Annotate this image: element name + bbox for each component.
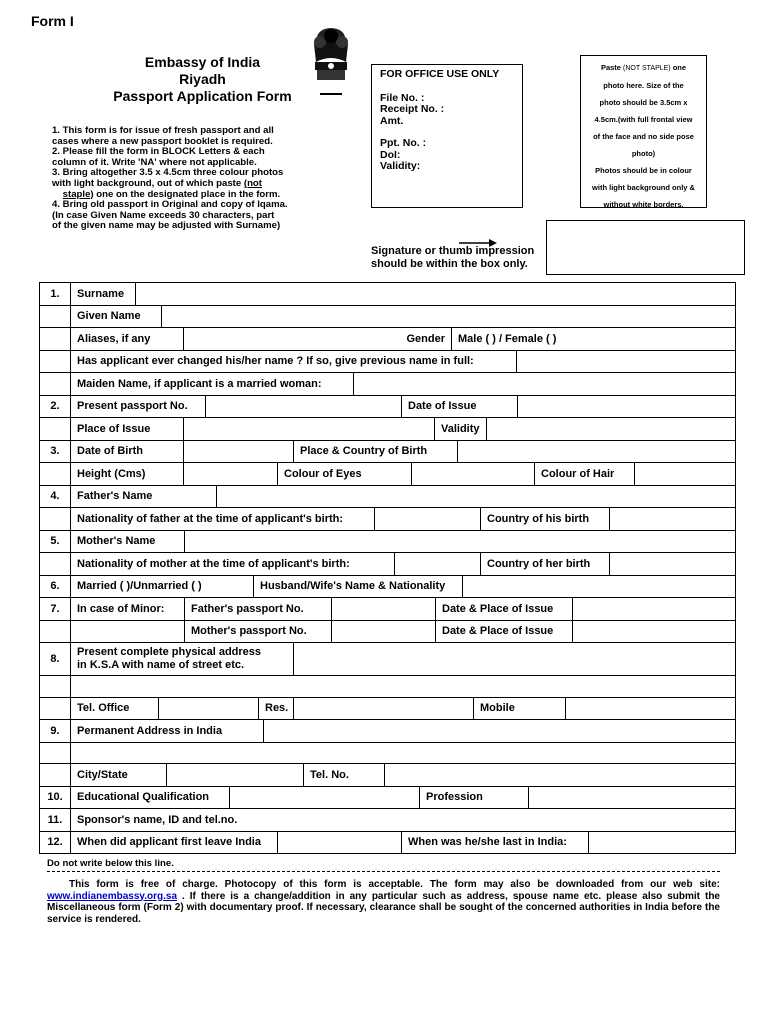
row-content: [71, 764, 736, 787]
aliases-label: Aliases, if any: [71, 328, 184, 350]
signature-text: should be within the box only.: [371, 258, 528, 270]
surname-label: Surname: [71, 283, 136, 305]
table-row: [40, 676, 736, 698]
father-date-place-label: Date & Place of Issue: [436, 598, 573, 620]
mother-passport-field[interactable]: [332, 621, 436, 643]
photo-text: photo here. Size of the: [603, 81, 684, 90]
present-passport-field[interactable]: [206, 396, 402, 418]
signature-instruction: [371, 245, 534, 271]
instruction-line: (In case Given Name exceeds 30 characters, part: [52, 209, 275, 221]
instruction-underline: (not: [243, 177, 262, 189]
first-left-india-label: When did applicant first leave India: [71, 832, 278, 854]
row-content: [71, 809, 736, 832]
pob-label: Place & Country of Birth: [294, 441, 458, 463]
place-of-issue-label: Place of Issue: [71, 418, 184, 440]
spouse-label: Husband/Wife's Name & Nationality: [254, 576, 463, 598]
website-link[interactable]: www.indianembassy.org.sa: [47, 890, 178, 902]
row-content: [71, 305, 736, 328]
row-number: [40, 697, 71, 720]
mother-country-field[interactable]: [610, 553, 735, 575]
father-nationality-label: Nationality of father at the time of applicant's birth:: [71, 508, 375, 530]
minor-spacer: [71, 621, 185, 643]
mother-name-label: Mother's Name: [71, 531, 185, 553]
row-content: [71, 350, 736, 373]
first-left-india-field[interactable]: [278, 832, 402, 854]
res-label: Res.: [259, 698, 294, 720]
maiden-name-label: Maiden Name, if applicant is a married woman:: [71, 373, 354, 395]
row-number: 12.: [40, 831, 71, 854]
row-number: [40, 620, 71, 643]
photo-text: one: [670, 63, 687, 72]
photo-text: 4.5cm.(with full frontal view: [594, 115, 693, 124]
eye-colour-label: Colour of Eyes: [278, 463, 412, 485]
father-name-field[interactable]: [217, 486, 735, 508]
row-number: [40, 463, 71, 486]
validity-field[interactable]: [487, 418, 735, 440]
father-nationality-field[interactable]: [375, 508, 481, 530]
table-row: [40, 786, 736, 809]
mother-passport-label: Mother's passport No.: [185, 621, 332, 643]
tel-office-field[interactable]: [159, 698, 259, 720]
row-content: [71, 418, 736, 441]
validity-row-label: Validity: [435, 418, 487, 440]
table-row: [40, 575, 736, 598]
profession-label: Profession: [420, 787, 529, 809]
photo-text: without white borders.: [603, 200, 684, 209]
table-row: [40, 485, 736, 508]
res-field[interactable]: [294, 698, 474, 720]
present-passport-label: Present passport No.: [71, 396, 206, 418]
table-row: [40, 395, 736, 418]
row-content: [71, 328, 736, 351]
mother-country-label: Country of her birth: [481, 553, 610, 575]
row-number: [40, 764, 71, 787]
row-number: 5.: [40, 530, 71, 553]
row-number: [40, 350, 71, 373]
signature-box[interactable]: [546, 220, 745, 275]
amount-label: Amt.: [380, 114, 404, 127]
father-date-place-field[interactable]: [573, 598, 735, 620]
row-number: [40, 373, 71, 396]
mother-name-field[interactable]: [185, 531, 735, 553]
photo-text: photo): [631, 149, 656, 158]
place-of-issue-field[interactable]: [184, 418, 435, 440]
footer-text: [47, 879, 720, 925]
table-row: [40, 742, 736, 764]
table-row: [40, 553, 736, 576]
father-passport-field[interactable]: [332, 598, 436, 620]
table-row: [40, 508, 736, 531]
address-label-line: Present complete physical address: [77, 646, 262, 658]
validity-label: Validity:: [380, 160, 421, 172]
table-row: [40, 373, 736, 396]
last-in-india-field[interactable]: [589, 832, 735, 854]
education-label: Educational Qualification: [71, 787, 230, 809]
gender-label: Gender: [406, 332, 445, 345]
tel-no-label: Tel. No.: [304, 764, 385, 786]
row-number: [40, 328, 71, 351]
row-content: [71, 553, 736, 576]
row-content: [71, 831, 736, 854]
row-content: [71, 485, 736, 508]
instruction-line: of the given name may be adjusted with Surname): [52, 220, 281, 232]
table-row: [40, 697, 736, 720]
table-row: [40, 643, 736, 676]
row-number: [40, 418, 71, 441]
address-label-line: in K.S.A with name of street etc.: [77, 659, 245, 671]
row-number: [40, 553, 71, 576]
row-content: [71, 463, 736, 486]
row-content: [71, 598, 736, 621]
table-row: [40, 809, 736, 832]
name-change-label: Has applicant ever changed his/her name ? If so, give previous name in full:: [71, 351, 517, 373]
file-no-label: File No. :: [380, 91, 425, 104]
row-number: 2.: [40, 395, 71, 418]
form-title: Passport Application Form: [113, 88, 292, 104]
instructions: [52, 126, 364, 232]
given-name-field[interactable]: [162, 306, 735, 328]
spouse-field[interactable]: [463, 576, 735, 598]
row-content: [71, 530, 736, 553]
mother-date-place-field[interactable]: [573, 621, 735, 643]
city-state-label: City/State: [71, 764, 167, 786]
row-number: 9.: [40, 720, 71, 743]
mobile-field[interactable]: [566, 698, 735, 720]
last-in-india-label: When was he/she last in India:: [402, 832, 589, 854]
instruction-line: 2. Please fill the form in BLOCK Letters & each: [52, 146, 265, 158]
table-row: [40, 305, 736, 328]
photo-box[interactable]: [580, 55, 707, 208]
instruction-line: 1. This form is for issue of fresh passport and all: [52, 125, 274, 136]
instruction-underline: staple): [62, 188, 94, 200]
mother-nationality-field[interactable]: [395, 553, 481, 575]
marital-status-field[interactable]: Married ( )/Unmarried ( ): [71, 576, 254, 598]
footer-paragraph: . If there is a change/addition in any particular such as address, spouse name etc. please also submit the Miscellaneous form (Form 2) with documentary proof. If necessary, clearance shall be sought of the concerned authorities in India before the service is rendered.: [47, 890, 720, 925]
permanent-address-label: Permanent Address in India: [71, 720, 264, 742]
photo-text: of the face and no side pose: [593, 132, 694, 141]
row-number: 11.: [40, 809, 71, 832]
row-number: 3.: [40, 440, 71, 463]
hair-colour-label: Colour of Hair: [535, 463, 635, 485]
ksa-address-field-2[interactable]: [71, 676, 736, 698]
row-number: 1.: [40, 283, 71, 306]
office-use-box: [371, 64, 523, 208]
profession-field[interactable]: [529, 787, 735, 809]
father-country-field[interactable]: [610, 508, 735, 530]
instruction-line: column of it. Write 'NA' where not applicable.: [52, 156, 257, 168]
table-row: [40, 440, 736, 463]
table-row: [40, 283, 736, 306]
father-name-label: Father's Name: [71, 486, 217, 508]
row-content: [71, 395, 736, 418]
photo-text: Paste: [600, 63, 624, 72]
date-of-issue-field[interactable]: [518, 396, 735, 418]
national-emblem-icon: [302, 24, 360, 102]
ksa-address-field[interactable]: [294, 643, 735, 675]
receipt-no-label: Receipt No. :: [380, 103, 445, 115]
instruction-line: 3. Bring altogether 3.5 x 4.5cm three colour photos: [52, 167, 284, 179]
application-table: [39, 282, 736, 854]
row-content: [71, 720, 736, 743]
pob-field[interactable]: [458, 441, 735, 463]
table-row: [40, 463, 736, 486]
row-content: [71, 786, 736, 809]
row-number: 6.: [40, 575, 71, 598]
row-number: 10.: [40, 786, 71, 809]
doi-label: DoI:: [380, 148, 401, 161]
signature-text: Signature or thumb impression: [371, 245, 535, 257]
row-number: [40, 305, 71, 328]
table-row: [40, 350, 736, 373]
dob-field[interactable]: [184, 441, 294, 463]
row-number: 7.: [40, 598, 71, 621]
mother-date-place-label: Date & Place of Issue: [436, 621, 573, 643]
row-content: [71, 620, 736, 643]
table-row: [40, 620, 736, 643]
gender-field[interactable]: Male ( ) / Female ( ): [458, 332, 557, 345]
form-number: Form I: [31, 13, 74, 29]
row-number: [40, 508, 71, 531]
embassy-name: Embassy of India: [144, 54, 261, 70]
ppt-no-label: Ppt. No. :: [380, 137, 427, 149]
row-content: [71, 575, 736, 598]
permanent-address-field-2[interactable]: [71, 742, 736, 764]
permanent-address-field[interactable]: [264, 720, 735, 742]
city-state-field[interactable]: [167, 764, 304, 786]
table-row: [40, 418, 736, 441]
father-country-label: Country of his birth: [481, 508, 610, 530]
instruction-line: cases where a new passport booklet is required.: [52, 135, 273, 147]
given-name-label: Given Name: [71, 306, 162, 328]
education-field[interactable]: [230, 787, 420, 809]
height-label: Height (Cms): [71, 463, 184, 485]
row-content: [71, 440, 736, 463]
row-number: [40, 742, 71, 764]
table-row: [40, 598, 736, 621]
table-row: [40, 328, 736, 351]
mother-nationality-label: Nationality of mother at the time of applicant's birth:: [71, 553, 395, 575]
hair-colour-field[interactable]: [635, 463, 735, 485]
height-field[interactable]: [184, 463, 278, 485]
table-row: [40, 764, 736, 787]
previous-name-field[interactable]: [517, 351, 735, 373]
aliases-field[interactable]: [184, 328, 452, 350]
photo-text: photo should be 3.5cm x: [599, 98, 688, 107]
row-number: 8.: [40, 643, 71, 676]
ksa-address-label: [71, 643, 294, 675]
sponsor-label[interactable]: Sponsor's name, ID and tel.no.: [77, 813, 238, 826]
row-content: [71, 283, 736, 306]
footer-paragraph: This form is free of charge. Photocopy of this form is acceptable. The form may also be downloaded from our web site:: [69, 879, 720, 890]
surname-field[interactable]: [136, 283, 735, 305]
row-content: [71, 508, 736, 531]
photo-text: with light background only &: [592, 183, 695, 192]
maiden-name-field[interactable]: [354, 373, 735, 395]
table-row: [40, 530, 736, 553]
father-passport-label: Father's passport No.: [185, 598, 332, 620]
table-row: [40, 831, 736, 854]
tel-no-field[interactable]: [385, 764, 735, 786]
table-row: [40, 720, 736, 743]
tel-office-label: Tel. Office: [71, 698, 159, 720]
page-title: [70, 54, 335, 105]
eye-colour-field[interactable]: [412, 463, 535, 485]
date-of-issue-label: Date of Issue: [402, 396, 518, 418]
instruction-text: with light background, out of which paste: [52, 177, 244, 189]
row-content: [71, 697, 736, 720]
divider: [47, 871, 720, 872]
instruction-text: one on the designated place in the form.: [93, 188, 281, 200]
city-name: Riyadh: [179, 71, 226, 87]
row-number: [40, 676, 71, 698]
mobile-label: Mobile: [474, 698, 566, 720]
photo-text-not-staple: (NOT STAPLE): [623, 65, 671, 72]
row-number: 4.: [40, 485, 71, 508]
dob-label: Date of Birth: [71, 441, 184, 463]
instruction-line: 4. Bring old passport in Original and copy of Iqama.: [52, 199, 288, 211]
office-title: FOR OFFICE USE ONLY: [380, 68, 500, 80]
row-content: [71, 643, 736, 676]
minor-label: In case of Minor:: [71, 598, 185, 620]
do-not-write-note: Do not write below this line.: [47, 858, 174, 869]
photo-text: Photos should be in colour: [595, 166, 692, 175]
row-content: [71, 373, 736, 396]
